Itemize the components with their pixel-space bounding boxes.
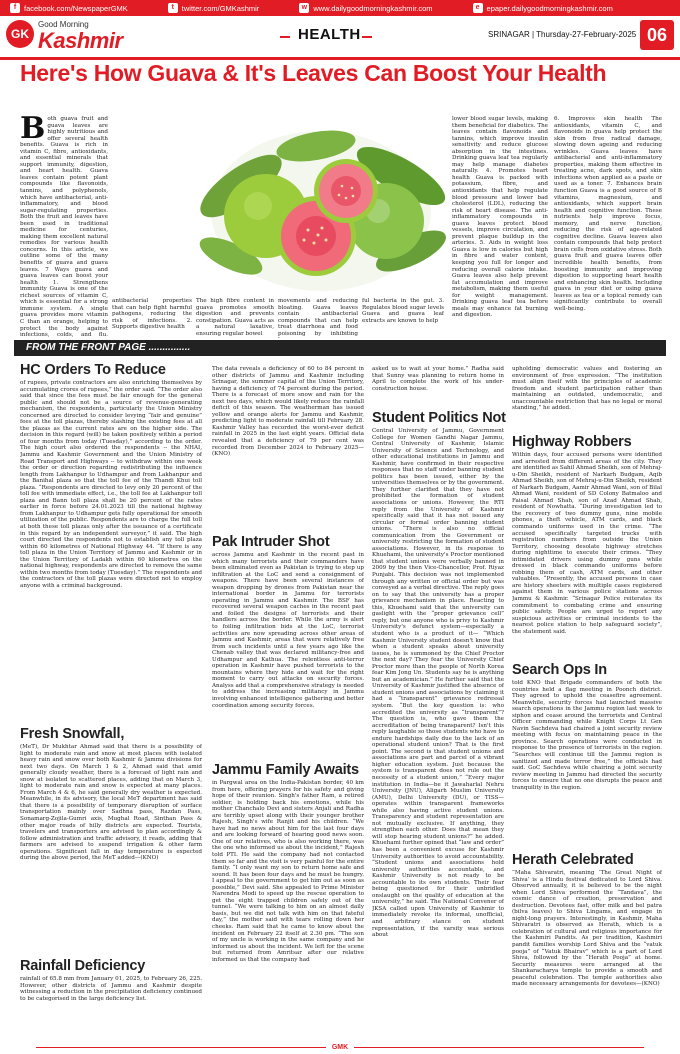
health-text-3: The high fibre content in guava promotes smooth digestion and prevents constipation. Guava acts as a natural laxative, ensuring regular bowel [196,298,274,337]
herath-body: “Maha Shivaratri, meaning ‘The Great Night of Shiva’ is a Hindu festival dedicated to Lord Shiva. Observed annually, it is believed to be the night when Lord Shiva performed the “Tandava”, the cosmic dance of creation, preservation and destruction. Devotees fast, offer milk and bel patra (bilva leaves) to Shiva Lingams, and engage in night-long prayers. Interestingly, in Kashmir, Maha Shivaratri is observed as Herath, which is a celebration of cultural and religious importance for the Kashmiri Pandits. As per tradition, Kashmiri pandit families worship Lord Shiva and the “vatuk pooja” of “Vatuk Bhairav” which is a part of Lord Shiva, followed by the “Herath Pooja” at home. Security measures were arranged at the Shankaracharya temple to provide a smooth and peaceful celebration. The temple authorities also made necessary arrangements for devotees—(KNO) [512,870,662,988]
health-col-7 [554,116,662,338]
epaper-url: epaper.dailygoodmorningkashmir.com [486,3,613,13]
pak-headline: Pak Intruder Shot [212,534,330,550]
snow-text [20,744,202,942]
footer-line-left [36,1047,326,1048]
logo-tagline: Good Morning [38,20,89,29]
student-text [372,428,504,1040]
rain-body: rainfall of 65.8 mm from January 01, 2025, to February 26, 225. However, other districts of Jammu and Kashmir despite witnessing a reduction in the precipitation deficiency continued to be categorised in the large deficiency list. [20,976,202,1002]
rain-text-2 [212,366,364,534]
family-headline: Jammu Family Awaits [212,762,359,778]
footer-line-right [354,1047,644,1048]
section-rule-right [362,36,372,38]
twitter-icon: t [168,3,178,13]
health-col-3 [196,298,274,338]
facebook-icon: f [10,3,20,13]
pak-body: across Jammu and Kashmir in the recent past in which many terrorists and their commanders have been eliminated even as Pakistan is trying to step up infiltration at the LoC and send a consignment of weapons. There have been several instances of weapon dropping by drones from Pakistan near the international border in Jammu for terrorists operating in Jammu and Kashmir. The BSF has recovered several weapon caches in the recent past and foiled the designs of terrorists and their handlers across the border. While the army is alert to foiling infiltration bids at the LoC, terrorist activities are now spreading across other areas of Jammu and Kashmir, areas that were relatively free from such incidents until a few years ago like the Chenab valley that was declared militancy-free and Udhampur and Kathua. The relentless anti-terror operation in Kashmir have pushed terrorists to the mountains where they hide and wait for the right moment to carry out attacks on security forces. Analyss add that a comprehensive strategy is needed to address the increasing militancy in Jammu involving enhanced intelligence gathering and better coordination among security forces. [212,552,364,709]
robbers-body: Within days, four accused persons were identified and arrested from different areas of the city. They are identified as Sahil Ahmad Sheikh, son of Mehraj-u-Din Sheikh, resident of Narkarh Budgam, Aqib Ahmad Sheikh, son of Mehraj-u-Din Sheikh, resident of Narkarh Budgam, Aamir Ahmad Wani, son of Bilal Ahmad Wani, resident of SD Colony Batmaloo and Faisal Ahmad Shah, son of Azad Ahmad Shah, resident of Nowhatta. “During investigation led to the recovery of two dummy guns, nine mobile phones, a theft vehicle, ATM cards, and black commando uniforms used in the crime. “The accused specifically targeted trucks with registration numbers from outside the Union Territory, choosing desolate highway stretches during nighttime to execute their crimes. “They intimidated drivers using dummy guns while dressed in black commando uniforms before robbing them of cash, ATM cards, and other valuables. “Presently, the accused persons in case are history sheeters with multiple cases registered against them in various police stations across Jammu & Kashmir. “Srinagar Police reiterates its commitment to combating crime and ensuring public safety. People are urged to report any suspicious activities or criminal incidents to the nearest police station to help safeguard society”, the statement said. [512,452,662,635]
globe-icon: w [299,3,309,13]
page-headline: Here's How Guava & It's Leaves Can Boost Your Health [20,60,607,86]
hc-headline: HC Orders To Reduce [20,362,166,378]
front-page-bar: FROM THE FRONT PAGE ............... [14,340,666,356]
herath-text [512,870,662,1038]
health-col-5 [362,298,444,338]
guava-photo [196,116,446,296]
social-bar [0,0,680,16]
guava-illustration [196,116,446,296]
search-body: told KNO that Brigade commanders of both the countries held a flag meeting in Poonch district. They agreed to uphold the ceasefire agreement. Meanwhile, security forces had launched massive search operations in the Jammu region last week to siphon and cease around the terrorists and Central Officer commanding while Knight Corps Lt Gen Navin Sachdeva had chaired a joint security review meeting with focus on maintaining peace in the province. Search operations were conducted in response to the presence of terrorists in the region. “Searches will continue till the Jammu region is sanitized and made terror free,” the officials had said. GoC Sachdeva while chairing a joint security review meeting in Jammu had directed the security forces to ensure that no one disrupts the peace and tranquility in the region. [512,680,662,791]
hc-text [20,380,202,705]
health-text-5: ful bacteria in the gut. 3. Regulates blood sugar levels Guava and guava leaf extracts are known to help [362,298,444,324]
facebook-url: facebook.com/NewspaperGMK [24,3,128,13]
masthead [0,16,680,60]
rain-body-2: The data reveals a deficiency of 60 to 84 percent in other districts of Jammu and Kashmir including Srinagar, the summer capital of the Union Territory, having a deficiency of 74 percent during the period. There is a forecast of more snow and rain for the next two days, which would likely reduce the rainfall deficit of this season. The weatherman has issued yellow and orange alerts for Jammu and Kashmir, predicting light to moderate rainfall till February 28. Kashmir Valley has recorded the worst-ever deficit rainfall in 2025 in the last eight years. Official data revealed that a deficiency of 79 per cent was recorded from December 2024 to February 2025—(KNO) [212,366,364,458]
health-text-2: antibacterial properties that can help fight harmful pathogens, reducing the risk of infections. 2. Supports digestive health [112,298,192,331]
family-text-2 [372,366,504,406]
search-text [512,680,662,840]
student-body: Central University of Jammu, Government College for Women Gandhi Nagar Jammu, Central University of Kashmir, Islamic University of Science and Technology, and other educational institutions in Jammu and Kashmir, have confirmed in their respective responses that no staff under banning student politics has been issued, either by the universities themselves or by the government. They further clarified that they have not prohibited the formation of student associations or unions. However, the RTI reply from the University of Kashmir specifically said that it has not issued any circular or formal order banning student unions. “There is also no official communication from the Government or university restricting the formation of student associations. However, in its response to Khuehami, the university's Proctor mentioned that student unions were verbally banned in 2009 by the then Vice-Chancellor, Prof. Riyaz Punjabi. This decision was not implemented through any written or official order but was conveyed as a verbal directive. The reply goes on to say that the university has a proper grievance mechanism in place. Reacting to this, Khuehami said that the university can gaslight with the “proper grievance cell” reply, but one anyone who is privy to Kashmir University's defunct system—especially a student who is a product of it— “Which Kashmir University student doesn't know that when a student speaks about university issues, he is summoned by the Chief Proctor the next day? They fear the University Chief Proctor more than the people of North Korea fear Kim Jong Un. Students say he is anything but an academician.” He further said that the University of Kashmir justified the absence of student unions and associations by claiming it had a “transparent” grievance redressal system. “But the key question is: who accredited the university as “transparent”? The question is, who gave them the accreditation of being transparent? Isn't this reply laughable so those students who have to endure hardships daily due to the lack of an operational student union? That is the first point. The second is that student unions and associations are part and parcel of a vibrant higher education system. Just because the system is transparent does not rule out the necessity of a student union,” “Every major institution in India—be it Jawaharlal Nehru University (JNU), Aligarh Muslim University (AMU), Delhi University (DU), or TISS—operates within transparent frameworks while also having active student unions. Transparency and student representation are not mutually exclusive. If anything, they strengthen each other. Does that mean they will stop hearing student unions?” he added. Khuehami further opined that “law and order” has been a convenient excuse for Kashmir University authorities to avoid accountability. “Student unions and associations hold university authorities accountable, and Kashmir University is not ready to be accountable to its own students. Their fear being questioned for their unbridled onslaught on the quality of education at the university,” he said. The National Convener of JKSA called upon University of Kashmir to immediately revoke its informal, unofficial, and arbitrary stance on student representation, if the varsity was serious about [372,428,504,939]
logo-title: Kashmir [38,28,123,53]
health-col-4 [278,298,358,338]
website-link[interactable] [299,3,432,13]
facebook-link[interactable] [10,3,128,13]
health-col-1 [20,116,108,338]
family-body-2: asked us to wait at your home.” Radha said that Sunny was planning to return home in April to complete the work of his under-construction house. [372,366,504,392]
health-col-2 [112,298,192,338]
rain-headline: Rainfall Deficiency [20,958,146,974]
dropcap: B [20,116,46,146]
health-text-4: movements and reducing bloating. Guava leaves contain antibacterial compounds that can help treat diarrhoea and food poisoning by inhibiting [278,298,358,337]
family-text [212,780,364,1042]
twitter-link[interactable] [168,3,260,13]
student-text-2 [512,366,662,422]
page-number: 06 [640,20,674,50]
snow-headline: Fresh Snowfall, [20,726,125,742]
dateline: SRINAGAR | Thursday-27-February-2025 [488,30,637,39]
search-headline: Search Ops In [512,662,607,678]
health-text-7: 6. Improves skin health The antioxidants, vitamin C, and flavonoids in guava help protect the skin from free radical damage, slowing down ageing and reducing wrinkles. Guava leaves have antibacterial and anti-inflammatory properties, making them effective in treating acne, dark spots, and skin infections when applied as a paste or used as a toner. 7. Enhances brain function Guava is a good source of B vitamins, magnesium, and antioxidants, which support brain health and cognitive function. These nutrients help improve focus, memory, and nerve function, reducing the risk of age-related cognitive decline. Guava leaves also contain compounds that help protect brain cells from oxidative stress. Both guava fruit and guava leaves offer incredible health benefits, from boosting immunity and improving digestion to supporting heart health and enhancing skin health. Including guava in your diet or using guava leaves as tea or a topical remedy can significantly contribute to overall well-being. [554,116,662,312]
health-text-6: lower blood sugar levels, making them beneficial for diabetics. The leaves contain flavonoids and tannins, which improve insulin sensitivity and reduce glucose absorption in the intestines. Drinking guava leaf tea regularly may help manage diabetes naturally. 4. Promotes heart health Guava is packed with potassium, fibre, and antioxidants that help regulate blood pressure and lower bad cholesterol (LDL), reducing the risk of heart disease. The anti-inflammatory compounds in guava leaves protect blood vessels, improve circulation, and prevent plaque buildup in the arteries. 5. Aids in weight loss Guava is low in calories but high in fibre and water content, keeping you full for longer and reducing overall calorie intake. Guava leaves also help prevent fat accumulation and improve metabolism, making them useful for weight management. Drinking guava leaf tea before meals may enhance fat burning and digestion. [452,116,548,319]
herath-headline: Herath Celebrated [512,852,634,868]
section-title: HEALTH [298,26,361,43]
robbers-headline: Highway Robbers [512,434,632,450]
health-text-1: oth guava fruit and guava leaves are highly nutritious and offer several health benefits. Guava is rich in vitamin C, fibre, antioxidants, and essential minerals that support immunity, digestion, and heart health. Guava leaves contain potent plant compounds like flavonoids, tannins, and polyphenols, which have antibacterial, anti-inflammatory, and blood sugar-regulating properties. Both the fruit and leaves have been used in traditional medicine for centuries, making them excellent natural remedies for various health concerns. In this article, we outline some of the many benefits of guava and guava leaves. 7 Ways guava and guava leaves can boost your health 1. Strengthens immunity Guava is one of the richest sources of vitamin C, which is essential for a strong immune system. A single guava provides more vitamin C than an orange, helping to protect the body against infections, colds, and flu. [20,116,108,338]
rain-text [20,976,202,1038]
section-rule-left [280,36,290,38]
snow-body: (MeT), Dr Mukhtar Ahmad said that there is a possibility of light to moderate rain and snow at most places with isolated heavy rain and snow over both Kashmir & Jammu divisions for next two days. On March 1 & 2, Ahmad said that amid generally cloudy weather, there is a forecast of light rain and snow at isolated to scattered places, adding that on March 3, light to moderate rain and snow is expected at many places. From March 4 & 6, he said generally dry weather is expected. Meanwhile, in its advisory, the local MeT department has said that there is a possibility of temporary disruption of surface transportation mainly over Sadhna pass, Razdan Pass, Sonamarg-Zojila-Gumri axis, Mughal Road, Sinthan Pass & other major roads of hilly districts are expected. Tourists, travelers and transporters are advised to plan accordingly & follow administration and traffic advisory, it reads, adding that farmers are advised to suspend irrigation & other farm operations. Significant fall in day temperature is expected during the above period, the MeT added—(KNO) [20,744,202,862]
logo-badge: GK [6,20,34,48]
student-body-2: upholding democratic values and fostering an environment of free expression. “The institution must align itself with the principles of academic freedom and student participation rather than maintaining an outdated, undemocratic, and unaccountable restriction that has no legal or moral standing,” he added. [512,366,662,412]
family-body: in Pargwal area on the India-Pakistan border, 40 km from here, offering prayers for his safety and giving hope of their reunion. Singh's father Ram, a retired soldier, is holding back his emotions, while his mother Chanchalo Devi and sisters Anjali and Radha are terribly upset along with their younger brother Rajesh, Singh's wife Ranjit and his children. “We have had no news about him for the last four days and are looking forward of hearing good news soon. One of our relatives, who is also working there, was the one who informed us about the incident,” Rajesh told PTI. He said the company had not contacted them so far and the visit is very painful for the entire family. “I only want my son to return home safe and sound. It has been four days and he must be hungry. I appeal to the government to get him out as soon as possible,” Devi said. She appealed to Prime Minister Narendra Modi to speed up the rescue operation to get the eight trapped children safely out of the tunnel. “We were talking to him on an almost daily basis, but we did not talk with him on that fateful day,” the mother said with tears rolling down her cheeks. Ram said that he came to know about the incident on February 22 itself at 2.30 pm. “The son of my uncle is working in the same company and he informed us about the incident. We left for the scene but returned from Amritsar after our relative informed us that the company had [212,780,364,963]
robbers-text [512,452,662,652]
twitter-url: twitter.com/GMKashmir [181,3,260,13]
epaper-icon: e [473,3,483,13]
website-url: www.dailygoodmorningkashmir.com [313,3,433,13]
epaper-link[interactable] [473,3,613,13]
footer-rule [0,1040,680,1054]
hc-body: of rupees, private contractors are also enriching themselves by accumulating crores of rupees,” the order said. “The order also said that since the fees must be fair enough for the general public and should not be a source of revenue-generating mechanism, the respondents, particularly the Union Ministry concerned are directed to consider levying “fair and genuine” fees at the toll plazas, thereby slashing the existing fees at all the plazas as the current rates are on the higher side. The decision in this regard (will) be taken positively within a period of four months from today (Tuesday),” according to the order. The high court also ordered the respondents -- the NHAI, Jammu and Kashmir Government and the Union Ministry of Road Transport and Highways -- to withdraw within one week the order or direction regarding redistributing the influence length from Lakhanpur to Udhampur and from Lakhanpur and the Banihal plaza so that the toll fee of the Thandi Khui toll plaza. “Respondents are directed to levy only 20 percent of the toll fee with immediate effect, i.e., the toll fee at Lakhanpur toll plaza and Bann toll plaza shall be 20 percent of the rates earlier in force before 24.01.2023 till the national highway from Lakhanpur to Udhampur gets fully operational for smooth utilization of the public. Respondents are to charge the full toll at both these toll plazas only after the issuance of a certificate in this regard by an independent surveyor,” it said. The high court directed the respondents not to establish any toll plaza within 60 kilometres of National Highway 44. “If there is any toll plaza in the Union Territory of Jammu and Kashmir or in the Union Territory of Ladakh within 60 kilometres on the national highway, respondents are directed to remove the same within two months from today (Tuesday).” The respondents and the contractors of the toll plazas were directed not to employ anyone with a criminal background. [20,380,202,589]
footer-mark: GMK [331,1043,349,1051]
pak-text [212,552,364,750]
health-col-6 [452,116,548,338]
student-headline: Student Politics Not [372,410,506,426]
